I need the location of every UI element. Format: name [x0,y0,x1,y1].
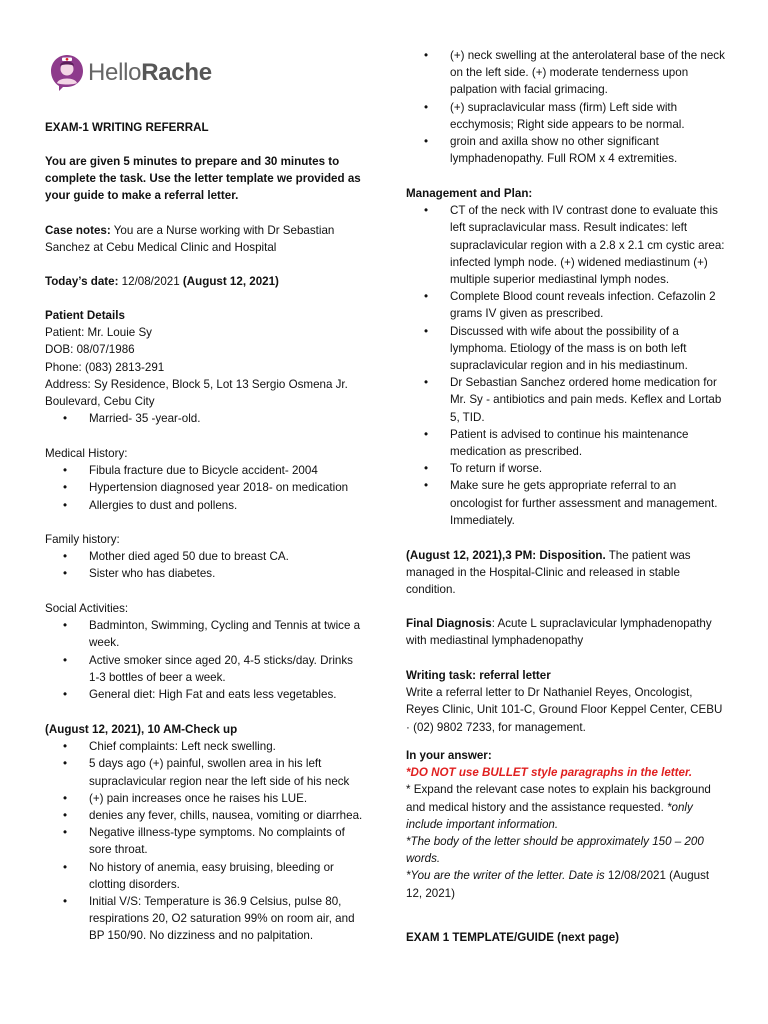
list-item: • Initial V/S: Temperature is 36.9 Celsius, pulse 80, respirations 20, O2 saturation 99% on room air, and BP 150/90. No dizziness and no palpitation. [89,893,363,945]
list-item: • To return if worse. [450,460,728,477]
case-notes: Case notes: You are a Nurse working with Dr Sebastian Sanchez at Cebu Medical Clinic and Hospital [45,224,335,255]
list-item: • Active smoker since aged 20, 4-5 sticks/day. Drinks 1-3 bottles of beer a week. [89,652,363,686]
todays-date: Today’s date: 12/08/2021 (August 12, 2021) [45,275,279,288]
family-history-section [45,531,363,583]
list-item: • (+) supraclavicular mass (firm) Left side with ecchymosis; Right side appears to be normal. [450,99,728,133]
list-item: • Make sure he gets appropriate referral to an oncologist for further assessment and management. Immediately. [450,477,728,529]
list-item: • Fibula fracture due to Bicycle accident- 2004 [89,462,363,479]
section-heading: Writing task: referral letter [406,669,551,682]
template-heading: EXAM 1 TEMPLATE/GUIDE (next page) [406,931,620,944]
section-heading: Social Activities: [45,602,129,615]
medical-history-section [45,445,363,514]
list-item: • Married- 35 -year-old. [89,410,363,427]
social-activities-section [45,600,363,703]
list-item: • Discussed with wife about the possibility of a lymphoma. Etiology of the mass is on both left supraclavicular region and in his mediastinum. [450,323,728,375]
patient-line: Address: Sy Residence, Block 5, Lot 13 Sergio Osmena Jr. Boulevard, Cebu City [45,377,348,409]
list-item: • Negative illness-type symptoms. No complaints of sore throat. [89,824,363,858]
list-item: • Hypertension diagnosed year 2018- on medication [89,479,363,496]
checkup-section [45,721,363,945]
list-item: • Badminton, Swimming, Cycling and Tennis at twice a week. [89,617,363,651]
list-item: • (+) neck swelling at the anterolateral base of the neck on the left side. (+) moderate tenderness upon palpation with facial grimacing. [450,47,728,99]
writing-task-section [406,667,728,736]
nurse-avatar-icon [50,54,84,92]
instruction-line: *The body of the letter should be approximately 150 – 200 words. [406,835,704,866]
instruction-line: *You are the writer of the letter. Date is 12/08/2021 (August 12, 2021) [406,869,710,900]
list-item: • Sister who has diabetes. [89,565,363,582]
section-heading: Family history: [45,533,120,546]
patient-line: Patient: Mr. Louie Sy [45,326,152,340]
patient-line: Phone: (083) 2813-291 [45,360,165,374]
management-plan-section [406,185,728,529]
section-heading: (August 12, 2021), 10 AM-Check up [45,723,238,736]
section-heading: In your answer: [406,749,492,762]
section-heading: Management and Plan: [406,187,533,200]
list-item: • (+) pain increases once he raises his LUE. [89,790,363,807]
answer-instructions-section [406,747,728,902]
final-diagnosis: Final Diagnosis: Acute L supraclavicular lymphadenopathy with mediastinal lymphadenopathy [406,617,712,648]
list-item: • Mother died aged 50 due to breast CA. [89,548,363,565]
list-item: • Allergies to dust and pollens. [89,497,363,514]
warning-text: *DO NOT use BULLET style paragraphs in the letter. [406,766,693,780]
list-item: • General diet: High Fat and eats less vegetables. [89,686,363,703]
instruction-line: * Expand the relevant case notes to explain his background and medical history and the assistance requested. *only include important information. [406,783,711,831]
list-item: • Chief complaints: Left neck swelling. [89,738,363,755]
task-text: Write a referral letter to Dr Nathaniel Reyes, Oncologist, Reyes Clinic, Unit 101-C, Ground Floor Keppel Center, CEBU · (02) 9802 7233, for management. [406,686,723,734]
list-item: • groin and axilla show no other significant lymphadenopathy. Full ROM x 4 extremities. [450,133,728,167]
list-item: • 5 days ago (+) painful, swollen area in his left supraclavicular region near the left side of his neck [89,755,363,789]
exam-findings-section [406,47,728,167]
hellorache-logo [50,54,212,92]
patient-line: DOB: 08/07/1986 [45,343,135,357]
intro-text: You are given 5 minutes to prepare and 30 minutes to complete the task. Use the letter template we provided as your guide to make a referral letter. [45,155,361,203]
list-item: • Complete Blood count reveals infection. Cefazolin 2 grams IV given as prescribed. [450,288,728,322]
page-title: EXAM-1 WRITING REFERRAL [45,121,209,134]
list-item: • Patient is advised to continue his maintenance medication as prescribed. [450,426,728,460]
section-heading: Medical History: [45,447,128,460]
list-item: • denies any fever, chills, nausea, vomiting or diarrhea. [89,807,363,824]
section-heading: Patient Details [45,309,125,322]
list-item: • CT of the neck with IV contrast done to evaluate this left supraclavicular mass. Result indicates: left supraclavicular region with a 2.8 x 2.1 cm cystic area: infected lymph node. (+) widened mediastinum (+) multiple superior mediastinal lymph nodes. [450,202,728,288]
list-item: • Dr Sebastian Sanchez ordered home medication for Mr. Sy - antibiotics and pain meds. Keflex and Lortab 5, TID. [450,374,728,426]
patient-details-section [45,307,363,427]
logo-wordmark: HelloRache [88,59,212,87]
disposition-text: (August 12, 2021),3 PM: Disposition. The patient was managed in the Hospital-Clinic and released in stable condition. [406,549,691,597]
list-item: • No history of anemia, easy bruising, bleeding or clotting disorders. [89,859,363,893]
